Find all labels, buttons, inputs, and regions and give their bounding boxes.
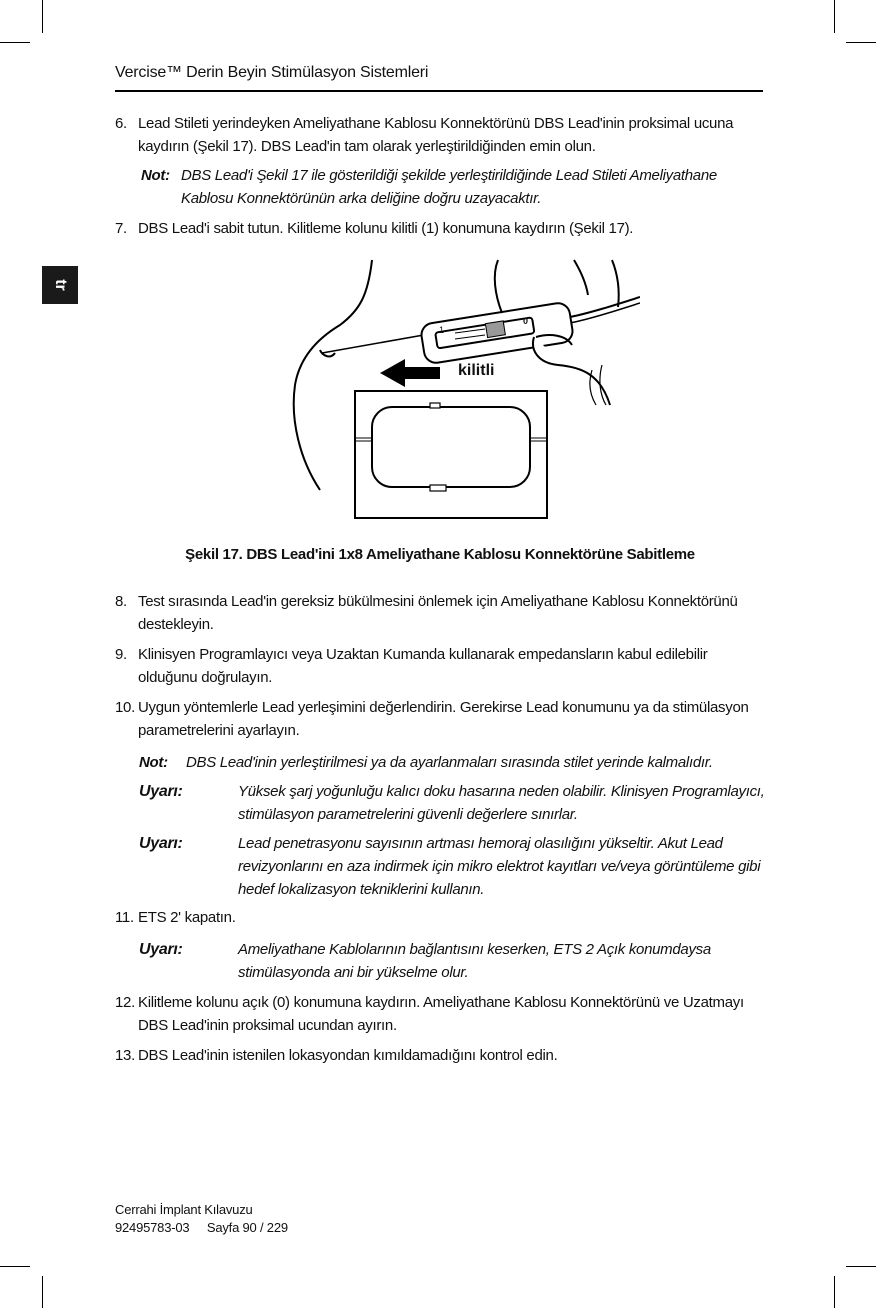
step-12	[115, 991, 767, 1037]
step-number: 9.	[115, 646, 127, 663]
switch-open-mark: 0	[523, 316, 529, 326]
warning-2	[139, 832, 765, 901]
step-text: DBS Lead'i sabit tutun. Kilitleme kolunu kilitli (1) konumuna kaydırın (Şekil 17).	[138, 220, 634, 237]
crop-mark	[0, 42, 30, 43]
step-text: Test sırasında Lead'in gereksiz bükülmesini önlemek için Ameliyathane Kablosu Konnektörünü destekleyin.	[138, 593, 738, 633]
step-number: 13.	[115, 1047, 135, 1064]
header-rule	[115, 90, 763, 92]
step-number: 8.	[115, 593, 127, 610]
step-number: 11.	[115, 909, 134, 926]
header-title: Vercise™ Derin Beyin Stimülasyon Sistemleri	[115, 64, 429, 81]
step-text: Kilitleme kolunu açık (0) konumuna kaydırın. Ameliyathane Kablosu Konnektörünü ve Uzatmayı DBS Lead'inin proksimal ucundan ayırın.	[138, 994, 744, 1034]
note-text: DBS Lead'inin yerleştirilmesi ya da ayarlanmaları sırasında stilet yerinde kalmalıdır.	[186, 754, 713, 771]
step-text: Lead Stileti yerindeyken Ameliyathane Kablosu Konnektörünü DBS Lead'inin proksimal ucuna kaydırın (Şekil 17). DBS Lead'in tam olarak yerleştirildiğinden emin olun.	[138, 115, 734, 155]
step-13	[115, 1044, 765, 1067]
warning-text: Yüksek şarj yoğunluğu kalıcı doku hasarına neden olabilir. Klinisyen Programlayıcı, stimülasyon parametrelerini güvenli değerlere sınırlar.	[238, 783, 765, 823]
switch-locked-mark: 1	[439, 325, 445, 335]
crop-mark	[834, 1276, 835, 1308]
arrow-left-icon	[380, 359, 440, 387]
step-9	[115, 643, 765, 689]
step-8	[115, 590, 765, 636]
note-label: Not:	[141, 167, 170, 184]
warning-1	[139, 780, 765, 826]
step-text: Klinisyen Programlayıcı veya Uzaktan Kumanda kullanarak empedansların kabul edilebilir olduğunu doğrulayın.	[138, 646, 708, 686]
figure-caption: Şekil 17. DBS Lead'ini 1x8 Ameliyathane Kablosu Konnektörüne Sabitleme	[185, 546, 695, 563]
arrow-label: kilitli	[458, 362, 495, 379]
warning-text: Lead penetrasyonu sayısının artması hemoraj olasılığını yükseltir. Akut Lead revizyonlarını en aza indirmek için mikro elektrot kayıtları ve/veya görüntüleme gibi hedef lokalizasyon tekniklerini kullanın.	[238, 835, 761, 898]
note-1	[141, 164, 763, 210]
step-number: 7.	[115, 220, 127, 237]
footer-doc-line	[115, 1220, 288, 1235]
warning-text: Ameliyathane Kablolarının bağlantısını keserken, ETS 2 Açık konumdaysa stimülasyonda ani bir yükselme olur.	[238, 941, 711, 981]
step-text: ETS 2' kapatın.	[138, 909, 236, 926]
crop-mark	[0, 1266, 30, 1267]
warning-label: Uyarı:	[139, 941, 183, 958]
warning-3	[139, 938, 765, 984]
connector-outline	[372, 407, 530, 487]
warning-label: Uyarı:	[139, 835, 183, 852]
step-10	[115, 696, 765, 742]
note-text: DBS Lead'i Şekil 17 ile gösterildiği şekilde yerleştirildiğinde Lead Stileti Ameliyathane Kablosu Konnektörünün arka deliğine doğru uzayacaktır.	[181, 167, 717, 207]
crop-mark	[834, 0, 835, 33]
language-tab	[42, 266, 78, 304]
warning-label: Uyarı:	[139, 783, 183, 800]
step-number: 6.	[115, 115, 127, 132]
step-number: 12.	[115, 994, 135, 1011]
step-text: DBS Lead'inin istenilen lokasyondan kımıldamadığını kontrol edin.	[138, 1047, 558, 1064]
crop-mark	[42, 0, 43, 33]
footer-doc-number: 92495783-03	[115, 1220, 190, 1235]
footer-manual-title: Cerrahi İmplant Kılavuzu	[115, 1202, 253, 1217]
step-6	[115, 112, 765, 158]
note-label: Not:	[139, 754, 168, 771]
crop-mark	[846, 1266, 876, 1267]
language-code: tr	[52, 279, 69, 291]
figure-17-illustration	[240, 255, 640, 525]
step-number: 10.	[115, 699, 135, 716]
crop-mark	[42, 1276, 43, 1308]
step-7	[115, 217, 765, 240]
footer-page-number: Sayfa 90 / 229	[206, 1220, 288, 1235]
crop-mark	[846, 42, 876, 43]
note-2	[139, 751, 765, 774]
stylet-wire	[322, 333, 435, 353]
step-11	[115, 906, 765, 929]
step-text: Uygun yöntemlerle Lead yerleşimini değerlendirin. Gerekirse Lead konumunu ya da stimülasyon parametrelerini ayarlayın.	[138, 699, 749, 739]
